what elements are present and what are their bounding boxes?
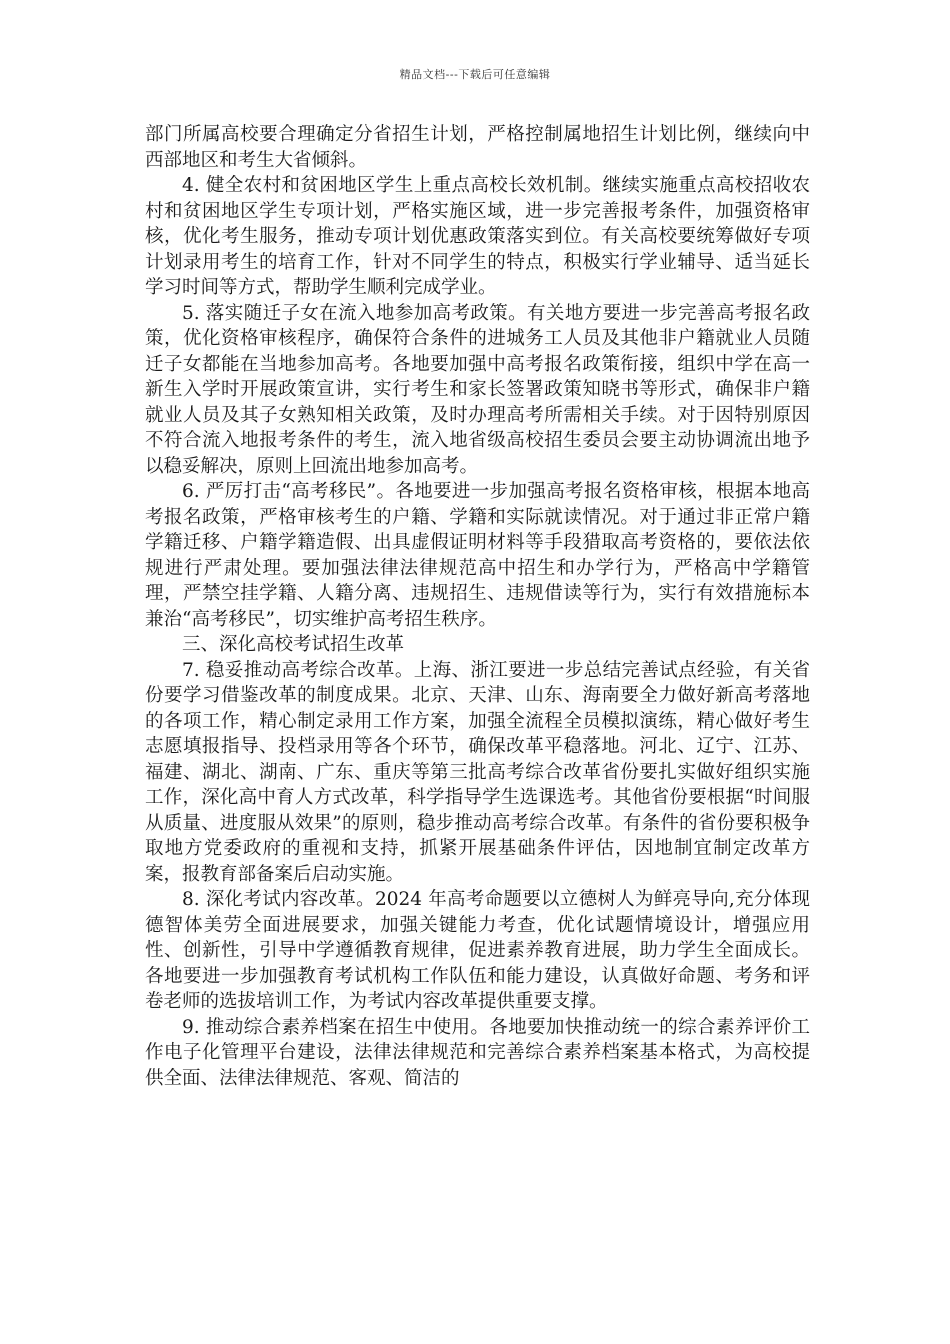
paragraph-item-9: 9. 推动综合素养档案在招生中使用。各地要加快推动统一的综合素养评价工作电子化管理平台建设，法律法律规范和完善综合素养档案基本格式，为高校提供全面、法律法律规范、客观、简洁的 [145, 1016, 810, 1089]
paragraph-continuation: 部门所属高校要合理确定分省招生计划，严格控制属地招生计划比例，继续向中西部地区和考生大省倾斜。 [145, 124, 810, 171]
page-header: 精品文档---下载后可任意编辑 [399, 68, 551, 81]
paragraph-item-4: 4. 健全农村和贫困地区学生上重点高校长效机制。继续实施重点高校招收农村和贫困地区学生专项计划，严格实施区域，进一步完善报考条件，加强资格审核，优化考生服务，推动专项计划优惠政策落实到位。有关高校要统筹做好专项计划录用考生的培育工作，针对不同学生的特点，积极实行学业辅导、适当延长学习时间等方式，帮助学生顺利完成学业。 [145, 175, 810, 298]
paragraph-item-6: 6. 严厉打击“高考移民”。各地要进一步加强高考报名资格审核，根据本地高考报名政策，严格审核考生的户籍、学籍和实际就读情况。对于通过非正常户籍学籍迁移、户籍学籍造假、出具虚假证明材料等手段猎取高考资格的，要依法依规进行严肃处理。要加强法律法律规范高中招生和办学行为，严格高中学籍管理，严禁空挂学籍、人籍分离、违规招生、违规借读等行为，实行有效措施标本兼治“高考移民”，切实维护高考招生秩序。 [145, 481, 810, 630]
paragraph-item-7: 7. 稳妥推动高考综合改革。上海、浙江要进一步总结完善试点经验，有关省份要学习借鉴改革的制度成果。北京、天津、山东、海南要全力做好新高考落地的各项工作，精心制定录用工作方案，加强全流程全员模拟演练，精心做好考生志愿填报指导、投档录用等各个环节，确保改革平稳落地。河北、辽宁、江苏、福建、湖北、湖南、广东、重庆等第三批高考综合改革省份要扎实做好组织实施工作，深化高中育人方式改革，科学指导学生选课选考。其他省份要根据“时间服从质量、进度服从效果”的原则，稳步推动高考综合改革。有条件的省份要积极争取地方党委政府的重视和支持，抓紧开展基础条件评估，因地制宜制定改革方案，报教育部备案后启动实施。 [145, 659, 810, 885]
document-body [145, 122, 810, 1091]
paragraph-item-5: 5. 落实随迁子女在流入地参加高考政策。有关地方要进一步完善高考报名政策，优化资格审核程序，确保符合条件的进城务工人员及其他非户籍就业人员随迁子女都能在当地参加高考。各地要加强中高考报名政策衔接，组织中学在高一新生入学时开展政策宣讲，实行考生和家长签署政策知晓书等形式，确保非户籍就业人员及其子女熟知相关政策，及时办理高考所需相关手续。对于因特别原因不符合流入地报考条件的考生，流入地省级高校招生委员会要主动协调流出地予以稳妥解决，原则上回流出地参加高考。 [145, 302, 810, 477]
paragraph-item-8: 8. 深化考试内容改革。2024 年高考命题要以立德树人为鲜亮导向,充分体现德智体美劳全面进展要求，加强关键能力考查，优化试题情境设计，增强应用性、创新性，引导中学遵循教育规律，促进素养教育进展，助力学生全面成长。各地要进一步加强教育考试机构工作队伍和能力建设，认真做好命题、考务和评卷老师的选拔培训工作，为考试内容改革提供重要支撑。 [145, 889, 810, 1012]
section-heading-3: 三、深化高校考试招生改革 [182, 634, 405, 655]
